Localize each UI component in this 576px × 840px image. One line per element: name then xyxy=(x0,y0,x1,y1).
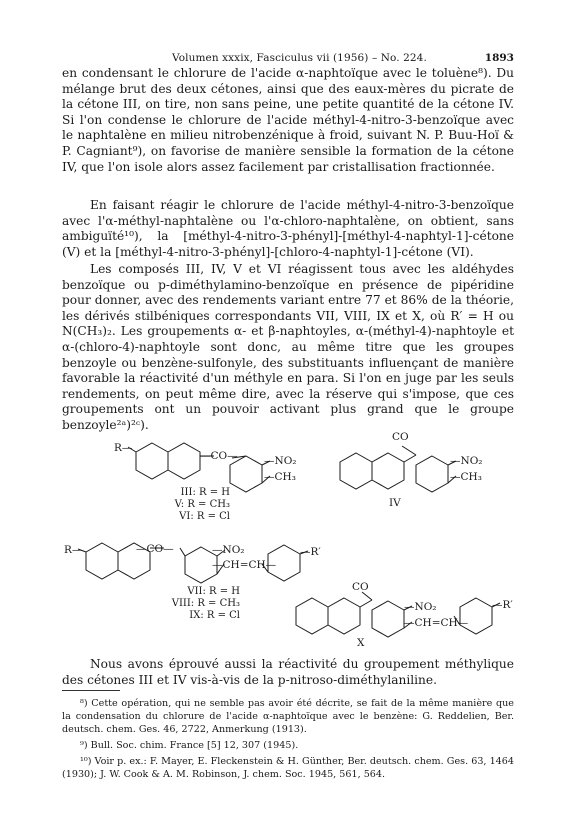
formula-1-label-vi: VI: R = Cl xyxy=(179,511,230,522)
formula-2-label: IV xyxy=(389,497,401,509)
formula-3-chain: —CH=CH— xyxy=(212,559,277,571)
formula-2-structure xyxy=(340,446,456,492)
formula-4-no2: —NO₂ xyxy=(404,601,437,613)
formula-3-co: —CO— xyxy=(136,543,174,555)
formula-1-structure xyxy=(128,443,270,492)
footnote-8: ⁸) Cette opération, qui ne semble pas avoir été décrite, se fait de la même manière que la condensation du chlorure de l'acide α-naphtoïque avec le benzène: G. Reddelien, Ber. deutsch. chem. Ges. 46, 2722, Anmerkung (1913). xyxy=(62,698,514,735)
formula-4-co: CO xyxy=(352,581,369,593)
paragraph-4 xyxy=(62,657,514,688)
paragraph-2-text: En faisant réagir le chlorure de l'acide méthyl-4-nitro-3-benzoïque avec l'α-méthyl-naphtalène ou l'α-chloro-naphtalène, on obtient, sans ambiguïté¹⁰), la [méthyl-4-nitro-3-phényl]-[méthyl-4-naphtyl-1]-cétone (V) et la [méthyl-4-nitro-3-phényl]-[chloro-4-naphtyl-1]-cétone (VI). xyxy=(62,198,514,259)
formula-2-no2: —NO₂ xyxy=(450,455,483,467)
formula-1-r: R— xyxy=(114,442,133,454)
formula-1-no2: —NO₂ xyxy=(264,455,297,467)
formula-3-rprime: —R′ xyxy=(300,546,321,558)
paragraph-3-text: Les composés III, IV, V et VI réagissent tous avec les aldéhydes benzoïque ou p-diméthylamino-benzoïque en présence de pipéridine pour donner, avec des rendements variant entre 77 et 86% de la théorie, les dérivés stilbéniques correspondants VII, VIII, IX et X, où R′ = H ou N(CH₃)₂. Les groupements α- et β-naphtoyles, α-(méthyl-4)-naphtoyle et α-(chloro-4)-naphtoyle sont donc, au même titre que les groupes benzoyle ou benzène-sulfonyle, des substituants influençant de manière favorable la réactivité d'un méthyle en para. Si l'on en juge par les seuls rendements, on peut même dire, avec la réserve qui s'impose, que ces groupements ont un pouvoir activant plus grand que le groupe benzoyle²ᵃ)²ᶜ). xyxy=(62,262,514,432)
formula-1-label-v: V: R = CH₃ xyxy=(174,499,230,510)
footnote-9: ⁹) Bull. Soc. chim. France [5] 12, 307 (1945). xyxy=(80,740,299,751)
formula-2-ch3: —CH₃ xyxy=(450,471,482,483)
formula-1-co: —CO— xyxy=(200,450,238,462)
formula-1-labels xyxy=(150,487,230,523)
formula-4-chain: —CH=CH— xyxy=(404,617,469,629)
footnote-10: ¹⁰) Voir p. ex.: F. Mayer, E. Fleckenstein & H. Günther, Ber. deutsch. chem. Ges. 63, 1464 (1930); J. W. Cook & A. M. Robinson, J. chem. Soc. 1945, 561, 564. xyxy=(62,756,514,780)
footnote-divider xyxy=(62,690,120,691)
formula-1-ch3: —CH₃ xyxy=(264,471,296,483)
formula-2-co: CO xyxy=(392,431,409,443)
footnotes xyxy=(62,697,514,784)
formula-3-label-viii: VIII: R = CH₃ xyxy=(171,598,240,609)
formula-3-label-ix: IX: R = Cl xyxy=(189,610,240,621)
formula-4-rprime: —R′ xyxy=(492,599,513,611)
formula-3-labels xyxy=(150,586,240,622)
paragraph-1-text: en condensant le chlorure de l'acide α-naphtoïque avec le toluène⁸). Du mélange brut des deux cétones, ainsi que des eaux-mères du picrate de la cétone III, on tire, non sans peine, une petite quantité de la cétone IV. Si l'on condense le chlorure de l'acide méthyl-4-nitro-3-benzoïque avec le naphtalène en milieu nitrobenzénique à froid, suivant N. P. Buu-Hoï & P. Cagniant⁹), on favorise de manière sensible la formation de la cétone IV, que l'on isole alors assez facilement par cristallisation fractionnée. xyxy=(62,66,514,174)
formula-3-label-vii: VII: R = H xyxy=(187,586,240,597)
formula-3-r: R— xyxy=(64,544,83,556)
formula-1-label-iii: III: R = H xyxy=(180,487,230,498)
formula-3-no2: —NO₂ xyxy=(212,544,245,556)
page-number: 1893 xyxy=(484,52,514,64)
formula-4-label: X xyxy=(357,637,365,649)
paragraph-4-text: Nous avons éprouvé aussi la réactivité du groupement méthylique des cétones III et IV vis-à-vis de la p-nitroso-diméthylaniline. xyxy=(62,657,514,687)
formula-4-structure xyxy=(296,592,500,637)
running-title: Volumen xxxix, Fasciculus vii (1956) – No. 224. xyxy=(172,52,427,64)
